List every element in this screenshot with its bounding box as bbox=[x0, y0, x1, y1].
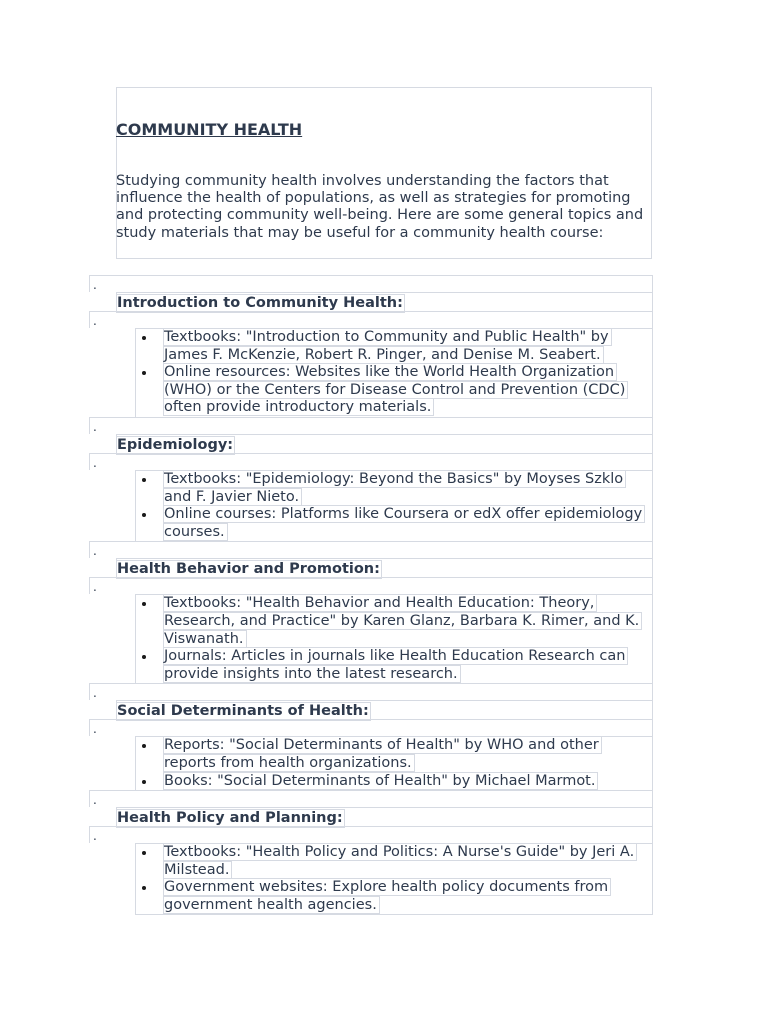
separator-dot: . bbox=[89, 541, 653, 558]
list-item: Textbooks: "Introduction to Community and Public Health" by James F. McKenzie, Robert R. Pinger, and Denise M. Seabert. bbox=[163, 329, 652, 364]
sections-container bbox=[89, 275, 653, 915]
list-item: Textbooks: "Health Policy and Politics: A Nurse's Guide" by Jeri A. Milstead. bbox=[163, 844, 652, 879]
list-item: Reports: "Social Determinants of Health" by WHO and other reports from health organizations. bbox=[163, 737, 652, 772]
list-item: Textbooks: "Epidemiology: Beyond the Basics" by Moyses Szklo and F. Javier Nieto. bbox=[163, 471, 652, 506]
list-item: Textbooks: "Health Behavior and Health Education: Theory, Research, and Practice" by Karen Glanz, Barbara K. Rimer, and K. Viswanath. bbox=[163, 595, 652, 648]
list-item: Online resources: Websites like the World Health Organization (WHO) or the Centers for Disease Control and Prevention (CDC) often provide introductory materials. bbox=[163, 364, 652, 417]
separator-dot: . bbox=[89, 453, 653, 470]
resource-list bbox=[135, 736, 653, 790]
page-title: COMMUNITY HEALTH bbox=[116, 120, 303, 139]
section-heading-row bbox=[116, 558, 653, 577]
section-heading: Introduction to Community Health: bbox=[117, 295, 403, 311]
separator-dot: . bbox=[89, 311, 653, 328]
section-heading-row bbox=[116, 700, 653, 719]
section-heading-row bbox=[116, 434, 653, 453]
list-item: Government websites: Explore health policy documents from government health agencies. bbox=[163, 879, 652, 914]
section-epidemiology bbox=[89, 417, 653, 541]
separator-dot: . bbox=[89, 275, 653, 292]
separator-dot: . bbox=[89, 719, 653, 736]
separator-dot: . bbox=[89, 790, 653, 807]
separator-dot: . bbox=[89, 683, 653, 700]
separator-dot: . bbox=[89, 826, 653, 843]
list-item: Journals: Articles in journals like Health Education Research can provide insights into the latest research. bbox=[163, 648, 652, 683]
list-item: Online courses: Platforms like Coursera or edX offer epidemiology courses. bbox=[163, 506, 652, 541]
list-bottom-border bbox=[135, 914, 653, 915]
resource-list bbox=[135, 328, 653, 417]
separator-dot: . bbox=[89, 577, 653, 594]
section-social-determinants bbox=[89, 683, 653, 790]
section-health-policy bbox=[89, 790, 653, 915]
section-heading: Epidemiology: bbox=[117, 436, 234, 453]
section-heading: Social Determinants of Health: bbox=[117, 703, 369, 720]
resource-list bbox=[135, 843, 653, 914]
section-heading-row bbox=[116, 292, 653, 311]
list-item: Books: "Social Determinants of Health" by Michael Marmot. bbox=[163, 773, 652, 791]
section-heading-row bbox=[116, 807, 653, 826]
section-introduction bbox=[89, 275, 653, 417]
resource-list bbox=[135, 594, 653, 683]
section-heading: Health Policy and Planning: bbox=[117, 810, 343, 827]
section-health-behavior bbox=[89, 541, 653, 683]
resource-list bbox=[135, 470, 653, 541]
section-heading: Health Behavior and Promotion: bbox=[117, 561, 380, 578]
intro-paragraph: Studying community health involves understanding the factors that influence the health of populations, as well as strategies for promoting and protecting community well-being. Here are some general topics and study materials that may be useful for a community health course: bbox=[116, 173, 644, 241]
separator-dot: . bbox=[89, 417, 653, 434]
